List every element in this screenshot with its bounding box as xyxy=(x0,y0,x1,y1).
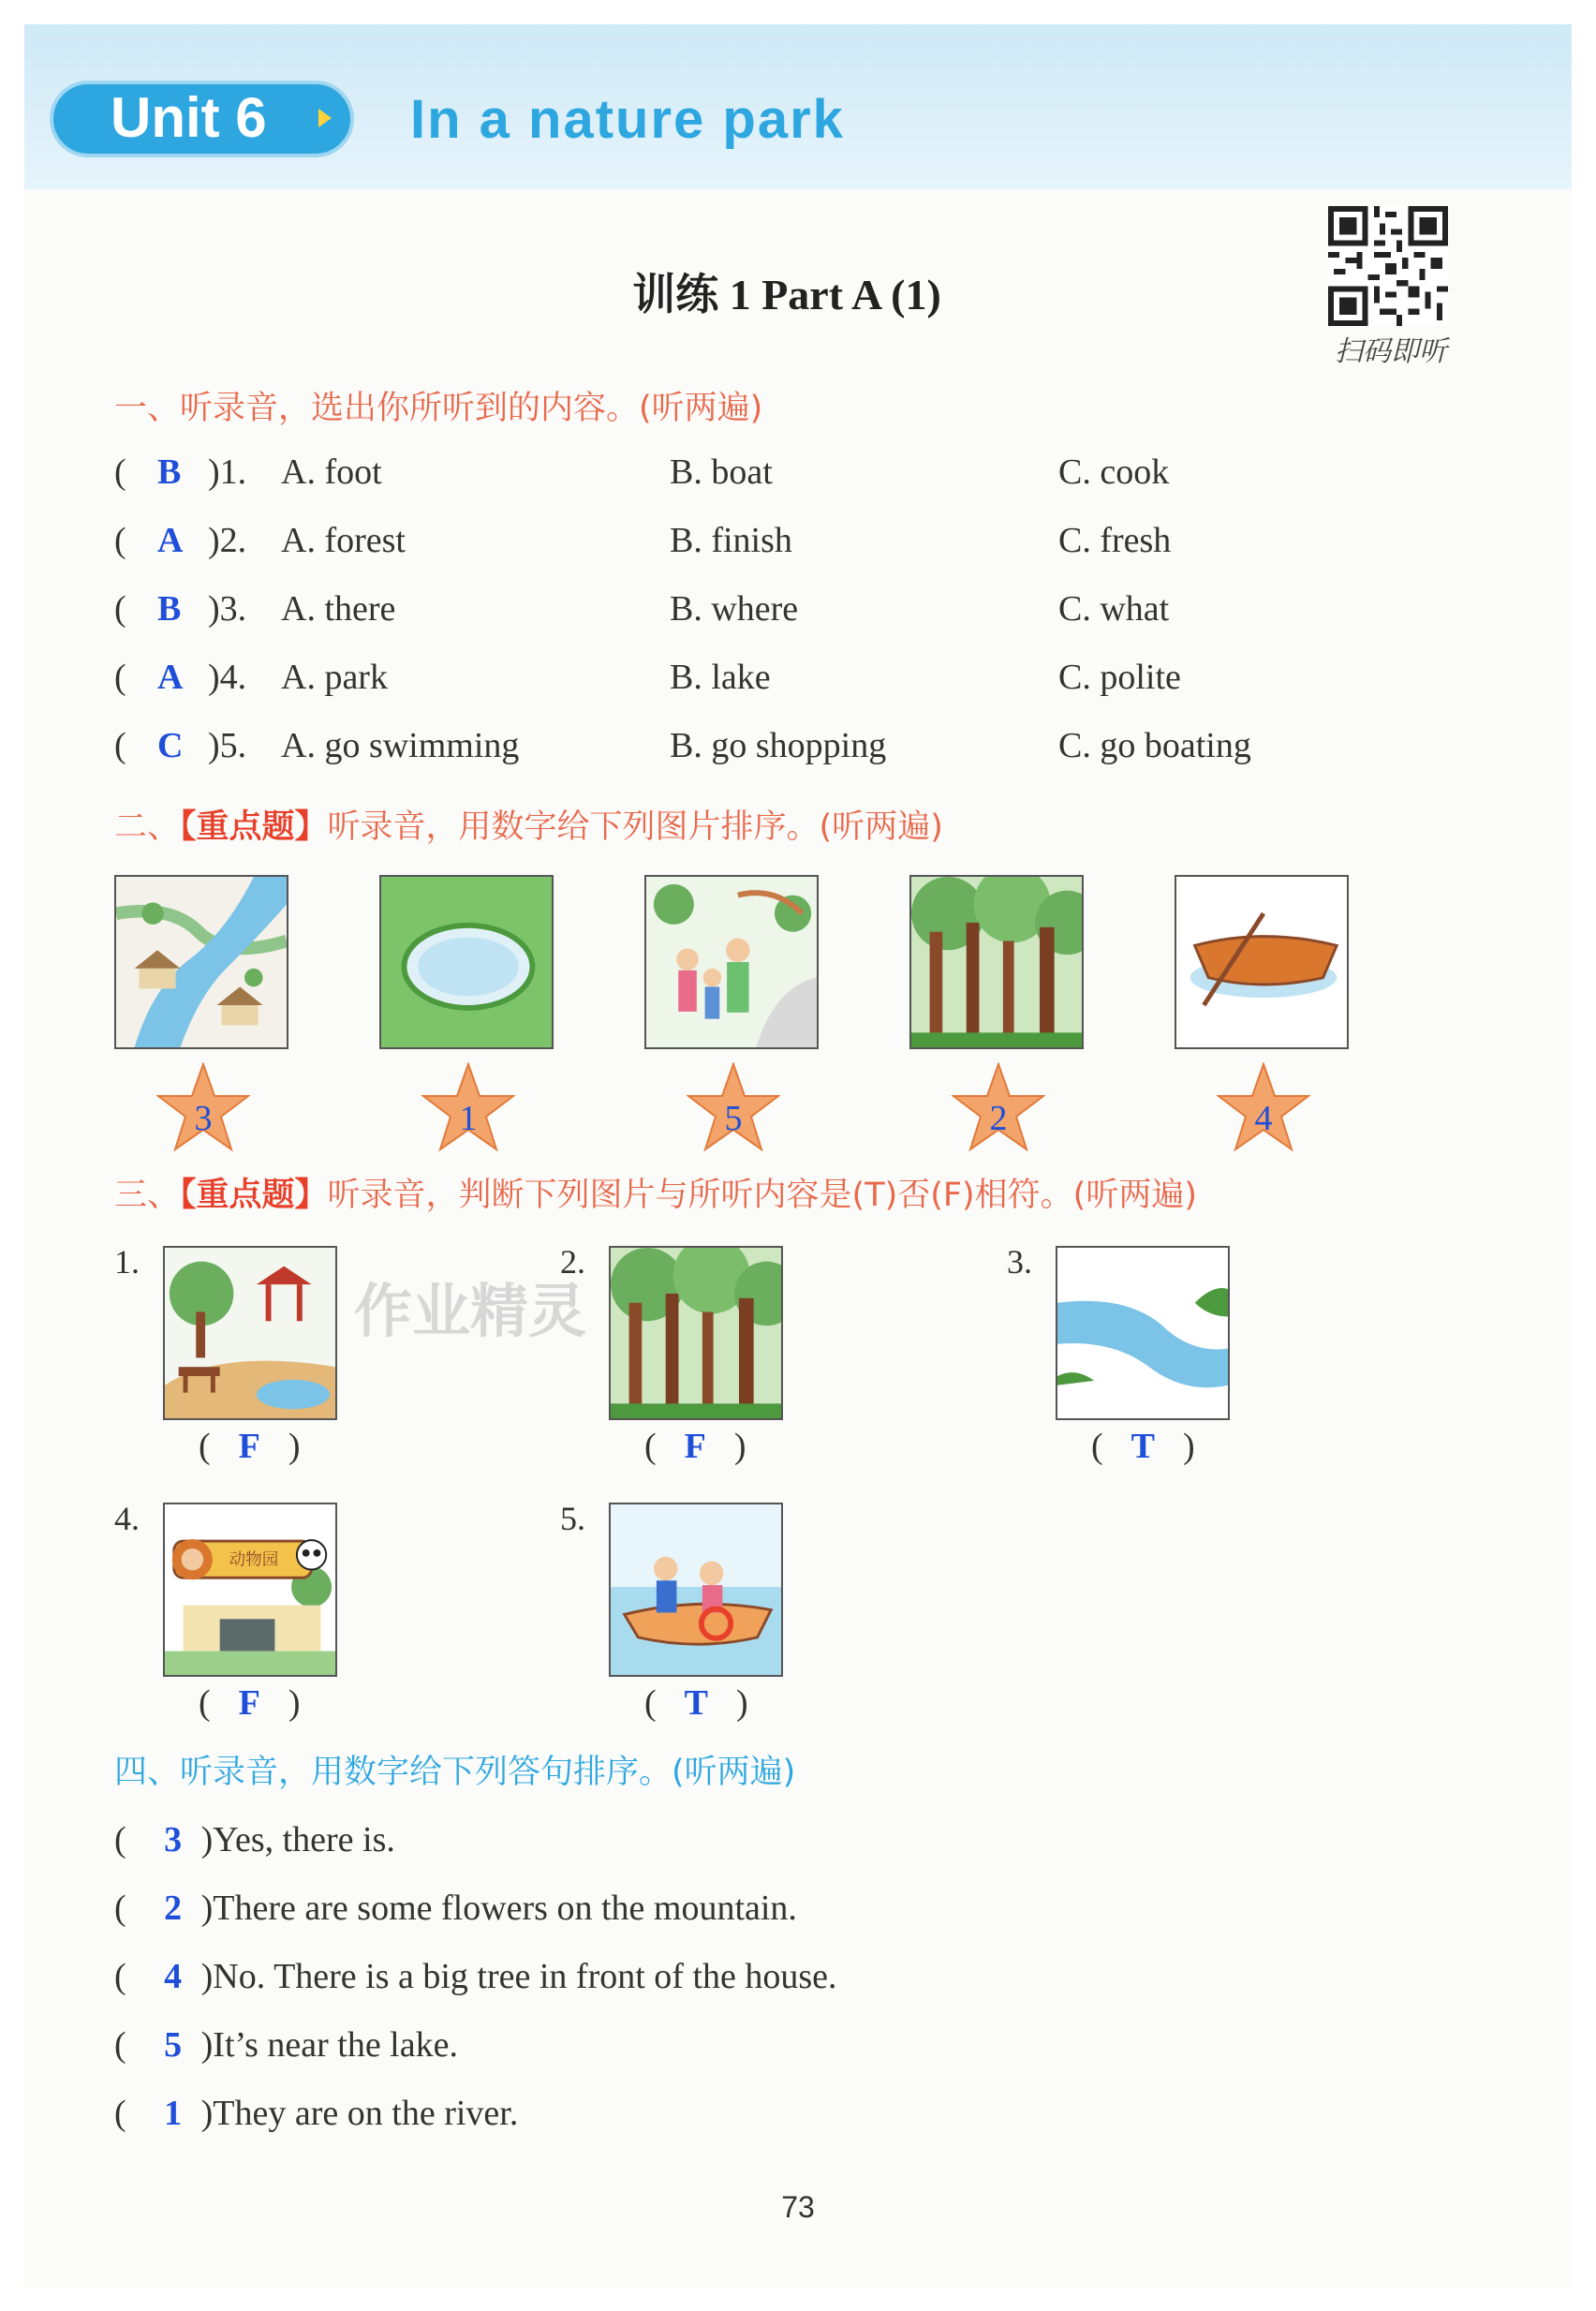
section-3-title: 三、【重点题】听录音，判断下列图片与所听内容是(T)否(F)相符。(听两遍) xyxy=(114,1177,1197,1214)
item-number: 1. xyxy=(114,1243,140,1281)
order-item: ( 4 )No. There is a big tree in front of the house. xyxy=(114,1957,837,1996)
section-2-title: 二、【重点题】听录音，用数字给下列图片排序。(听两遍) xyxy=(114,808,943,846)
tf-answer: ( F ) xyxy=(199,1683,301,1723)
option-b: B. go shopping xyxy=(670,726,887,765)
picture-river-village xyxy=(114,875,288,1049)
unit-label: Unit 6 xyxy=(111,86,267,149)
picture-zoo-gate xyxy=(163,1503,337,1677)
option-c: C. go boating xyxy=(1058,726,1251,765)
mc-question-4: ( A )4. A. park B. lake C. polite xyxy=(114,658,1181,697)
star-answer xyxy=(687,1062,780,1152)
answer: 3 xyxy=(164,1820,183,1859)
qr-code-icon[interactable] xyxy=(1328,206,1448,326)
order-number: 2 xyxy=(989,1099,1008,1138)
answer: 5 xyxy=(164,2025,183,2065)
answer: A xyxy=(157,658,184,697)
item-number: 2. xyxy=(560,1243,585,1281)
answer: 1 xyxy=(164,2094,183,2133)
picture-boat xyxy=(1175,875,1349,1049)
picture-forest xyxy=(609,1246,783,1420)
order-number: 5 xyxy=(724,1099,743,1138)
option-c: C. what xyxy=(1058,589,1170,629)
answer: 2 xyxy=(164,1889,183,1928)
tf-answer: ( T ) xyxy=(644,1683,748,1723)
mc-question-3: ( B )3. A. there B. where C. what xyxy=(114,589,1170,629)
option-b: B. where xyxy=(670,589,799,629)
option-a: A. forest xyxy=(281,521,406,560)
mc-question-5: ( C )5. A. go swimming B. go shopping C. go boating xyxy=(114,726,1251,765)
picture-river xyxy=(1056,1246,1230,1420)
answer: B xyxy=(157,452,182,492)
option-a: A. there xyxy=(281,589,396,629)
option-c: C. fresh xyxy=(1058,521,1172,560)
zoo-sign: 动物园 xyxy=(229,1550,279,1570)
option-c: C. cook xyxy=(1058,452,1170,492)
option-b: B. boat xyxy=(670,452,773,492)
section-4-title: 四、听录音，用数字给下列答句排序。(听两遍) xyxy=(114,1754,796,1791)
answer: C xyxy=(157,726,184,765)
qr-caption: 扫码即听 xyxy=(1335,336,1447,367)
order-number: 4 xyxy=(1254,1099,1273,1138)
watermark: 作业精灵 xyxy=(354,1277,587,1345)
unit-title: In a nature park xyxy=(410,89,845,150)
order-item: ( 3 )Yes, there is. xyxy=(114,1820,395,1859)
mc-question-1: ( B )1. A. foot B. boat C. cook xyxy=(114,452,1170,492)
order-number: 1 xyxy=(459,1099,478,1138)
mc-question-2: ( A )2. A. forest B. finish C. fresh xyxy=(114,521,1172,560)
arrow-right-icon xyxy=(318,109,332,127)
star-answer xyxy=(1217,1062,1310,1152)
order-item: ( 1 )They are on the river. xyxy=(114,2094,519,2133)
answer: 4 xyxy=(164,1957,183,1996)
item-number: 3. xyxy=(1007,1243,1032,1281)
order-number: 3 xyxy=(194,1099,213,1138)
option-a: A. park xyxy=(281,658,388,697)
picture-park-family xyxy=(644,875,819,1049)
answer: B xyxy=(157,589,182,629)
option-b: B. lake xyxy=(670,658,771,697)
tf-answer: ( F ) xyxy=(644,1427,746,1466)
order-item: ( 2 )There are some flowers on the mountain. xyxy=(114,1889,797,1928)
tf-answer: ( T ) xyxy=(1091,1427,1195,1466)
tf-answer: ( F ) xyxy=(199,1427,301,1466)
picture-lake xyxy=(379,875,554,1049)
lesson-title: 训练 1 Part A (1) xyxy=(632,271,941,319)
page-number: 73 xyxy=(781,2190,815,2224)
picture-park-pavilion xyxy=(163,1246,337,1420)
star-answer xyxy=(952,1062,1045,1152)
option-a: A. foot xyxy=(281,452,382,492)
option-a: A. go swimming xyxy=(281,726,520,765)
section-1-title: 一、听录音，选出你所听到的内容。(听两遍) xyxy=(114,390,763,427)
answer: A xyxy=(157,521,184,560)
order-item: ( 5 )It’s near the lake. xyxy=(114,2025,458,2065)
option-c: C. polite xyxy=(1058,658,1181,697)
picture-kids-boating xyxy=(609,1503,783,1677)
item-number: 4. xyxy=(114,1500,140,1537)
picture-forest xyxy=(909,875,1084,1049)
star-answer xyxy=(421,1062,515,1152)
item-number: 5. xyxy=(560,1500,585,1537)
option-b: B. finish xyxy=(670,521,792,560)
star-answer xyxy=(156,1062,250,1152)
